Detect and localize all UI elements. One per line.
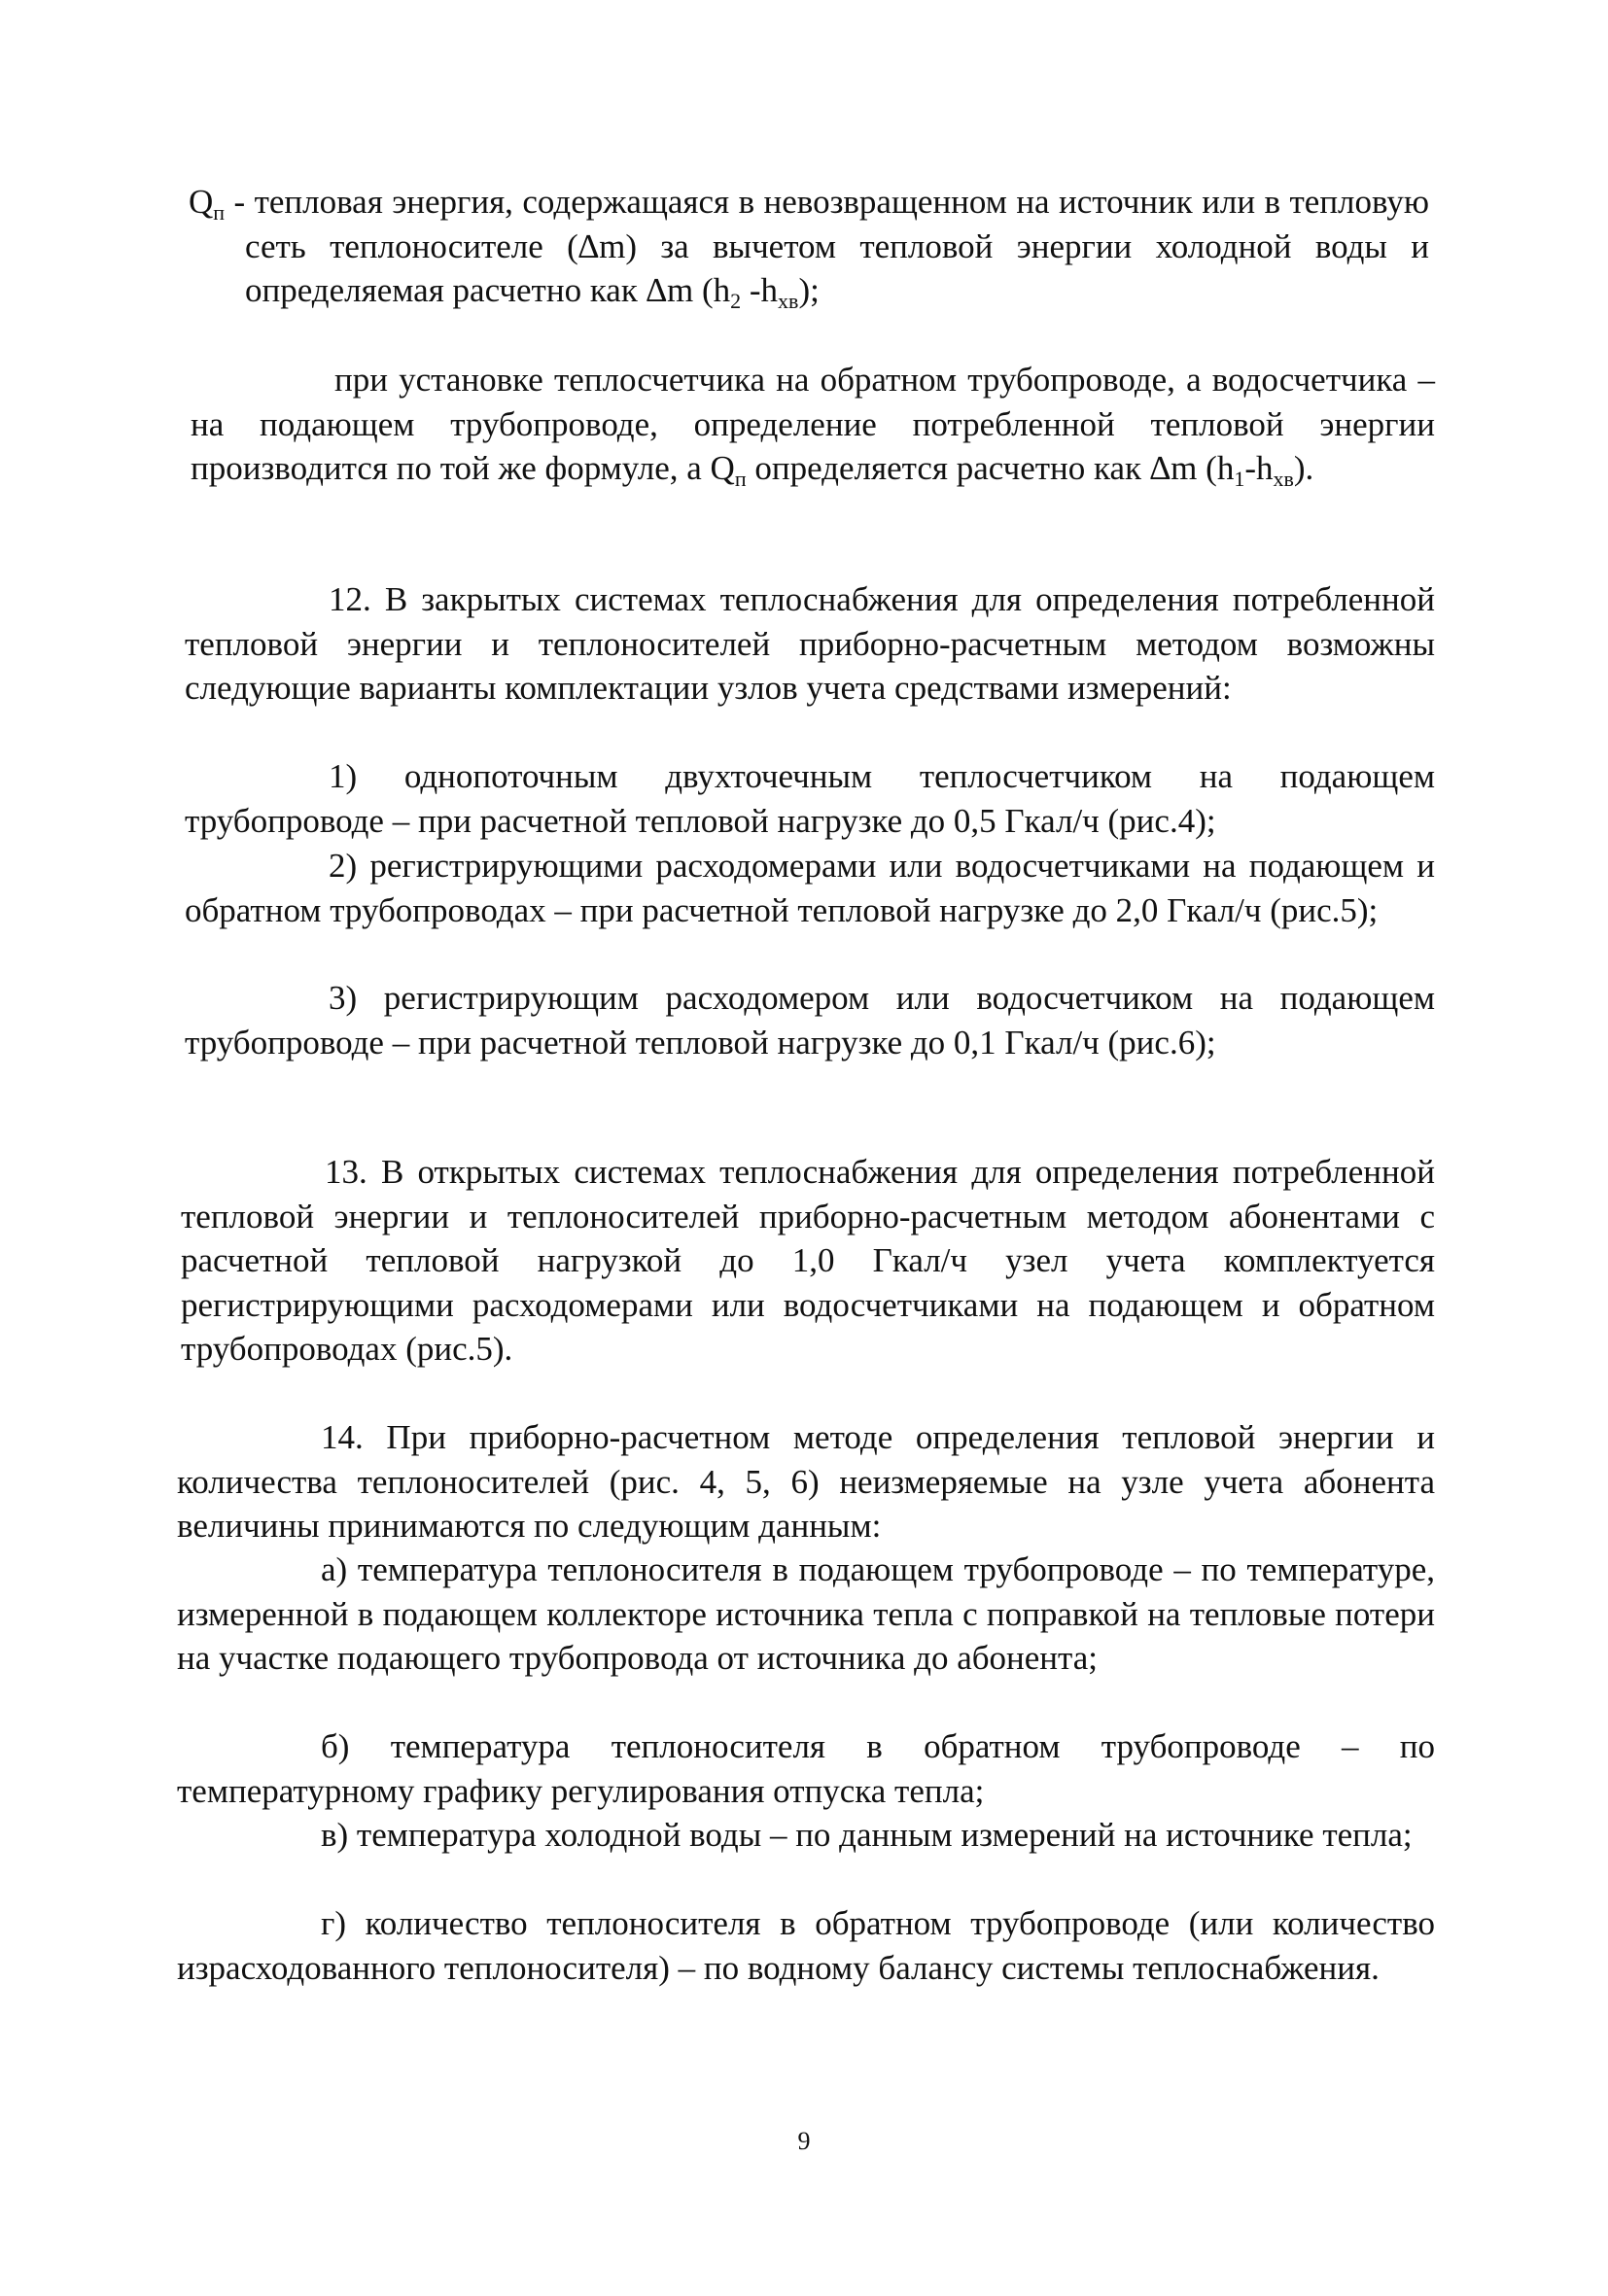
symbol-q-subscript: п [213, 200, 226, 225]
paragraph-14-item-g: г) количество теплоносителя в обратном трубопроводе (или количество израсходованного теплоносителя) – по водному балансу системы теплоснабжения. [177, 1904, 1435, 1987]
qp-definition-text-c: ); [798, 271, 820, 309]
h1-subscript: 1 [1234, 467, 1245, 491]
paragraph-12-item-2: 2) регистрирующими расходомерами или водосчетчиками на подающем и обратном трубопроводах – при расчетной тепловой нагрузке до 2,0 Гкал/ч (рис.5); [185, 847, 1435, 929]
paragraph-14-item-b: б) температура теплоносителя в обратном трубопроводе – по температурному графику регулирования отпуска тепла; [177, 1727, 1435, 1810]
page-number: 9 [797, 2127, 811, 2155]
h2-subscript: 2 [730, 289, 742, 313]
qp-definition-text-a: - тепловая энергия, содержащаяся в невозвращенном на источник или в тепловую сеть теплоносителе (∆m) за вычетом тепловой энергии холодной воды и определяемая расчетно как ∆m (h [225, 183, 1429, 309]
paragraph-qp-definition [189, 180, 1429, 313]
paragraph-14-item-v: в) температура холодной воды – по данным измерений на источнике тепла; [321, 1816, 1413, 1854]
return-pipe-text-d: ). [1293, 449, 1314, 487]
paragraph-12-item-3: 3) регистрирующим расходомером или водосчетчиком на подающем трубопроводе – при расчетной тепловой нагрузке до 0,1 Гкал/ч (рис.6); [185, 979, 1435, 1061]
paragraph-13: 13. В открытых системах теплоснабжения для определения потребленной тепловой энергии и теплоносителей приборно-расчетным методом абонентами с расчетной тепловой нагрузкой до 1,0 Гкал/ч узел учета комплектуется регистрирующими расходомерами или водосчетчиками на подающем и обратном трубопроводах (рис.5). [181, 1153, 1435, 1368]
paragraph-14: 14. При приборно-расчетном методе определения тепловой энергии и количества теплоносителей (рис. 4, 5, 6) неизмеряемые на узле учета абонента величины принимаются по следующим данным: [177, 1418, 1435, 1545]
qp-definition-text-b: -h [741, 271, 779, 309]
symbol-q: Q [189, 183, 214, 221]
return-pipe-text-a: при установке теплосчетчика на обратном трубопроводе, а водосчетчика – на подающем трубопроводе, определение потребленной тепловой энергии производится по той же формуле, а Q [191, 361, 1435, 487]
paragraph-12-item-1: 1) однопоточным двухточечным теплосчетчиком на подающем трубопроводе – при расчетной тепловой нагрузке до 0,5 Гкал/ч (рис.4); [185, 757, 1435, 840]
return-pipe-text-b: определяется расчетно как ∆m (h [746, 449, 1235, 487]
paragraph-14-item-a: а) температура теплоносителя в подающем трубопроводе – по температуре, измеренной в подающем коллекторе источника тепла с поправкой на тепловые потери на участке подающего трубопровода от источника до абонента; [177, 1550, 1435, 1677]
paragraph-12: 12. В закрытых системах теплоснабжения для определения потребленной тепловой энергии и теплоносителей приборно-расчетным методом возможны следующие варианты комплектации узлов учета средствами измерений: [185, 580, 1435, 707]
q-subscript: п [734, 467, 747, 491]
hxv-subscript-2: хв [1273, 467, 1294, 491]
paragraph-return-pipe-meter [191, 358, 1435, 491]
return-pipe-text-c: -h [1244, 449, 1274, 487]
hxv-subscript: хв [778, 289, 799, 313]
